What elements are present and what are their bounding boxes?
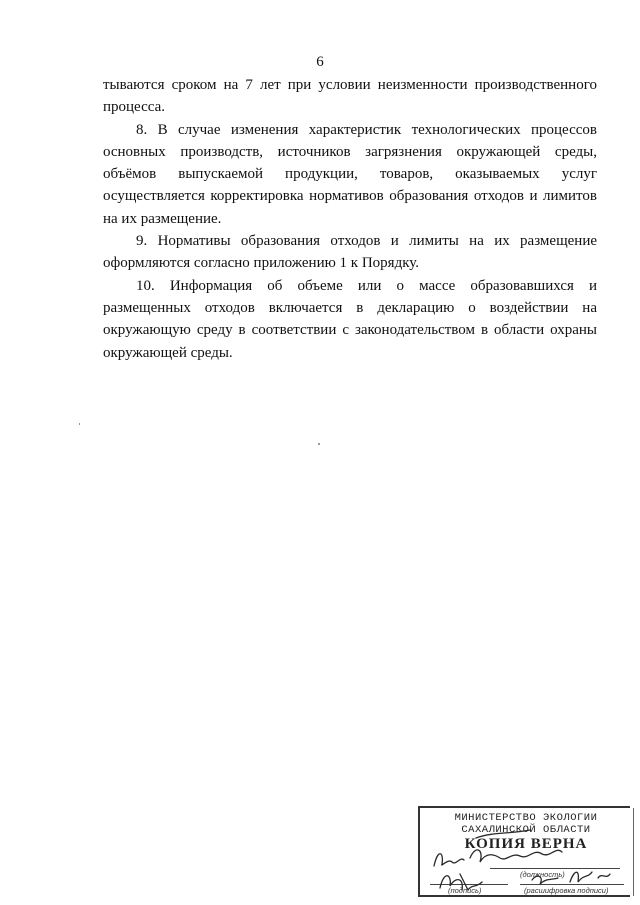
page-number: 6: [316, 54, 324, 70]
certification-stamp: [418, 806, 630, 897]
stamp-copy-true: КОПИЯ ВЕРНА: [464, 836, 588, 852]
scan-speck: [79, 423, 80, 425]
paragraph-continuation: тываются сроком на 7 лет при условии неизменности производственного процесса.: [103, 77, 597, 116]
handwritten-signature: [420, 808, 632, 899]
paragraph-8: 8. В случае изменения характеристик технологических процессов основных производств, источников загрязнения окружающей среды, объёмов выпускаемой продукции, товаров, оказываемых услуг осуществляется корректировка нормативов образования отходов и лимитов на их размещение.: [103, 121, 597, 227]
scan-edge-line: [633, 808, 634, 896]
paragraph-10: 10. Информация об объеме или о массе образовавшихся и размещенных отходов включается в декларацию о воздействии на окружающую среду в соответствии с законодательством в области охраны окружающей среды.: [103, 277, 597, 361]
stamp-region: САХАЛИНСКОЙ ОБЛАСТИ: [461, 824, 591, 836]
stamp-ministry: МИНИСТЕРСТВО ЭКОЛОГИИ: [454, 812, 598, 824]
stamp-caption-position: (должность): [520, 870, 565, 879]
paragraph-9: 9. Нормативы образования отходов и лимиты на их размещение оформляются согласно приложению 1 к Порядку.: [103, 233, 597, 272]
scan-speck: [318, 443, 320, 445]
stamp-caption-signature: (подпись): [448, 886, 482, 895]
stamp-caption-decoding: (расшифровка подписи): [524, 886, 609, 895]
document-body: [103, 74, 597, 364]
